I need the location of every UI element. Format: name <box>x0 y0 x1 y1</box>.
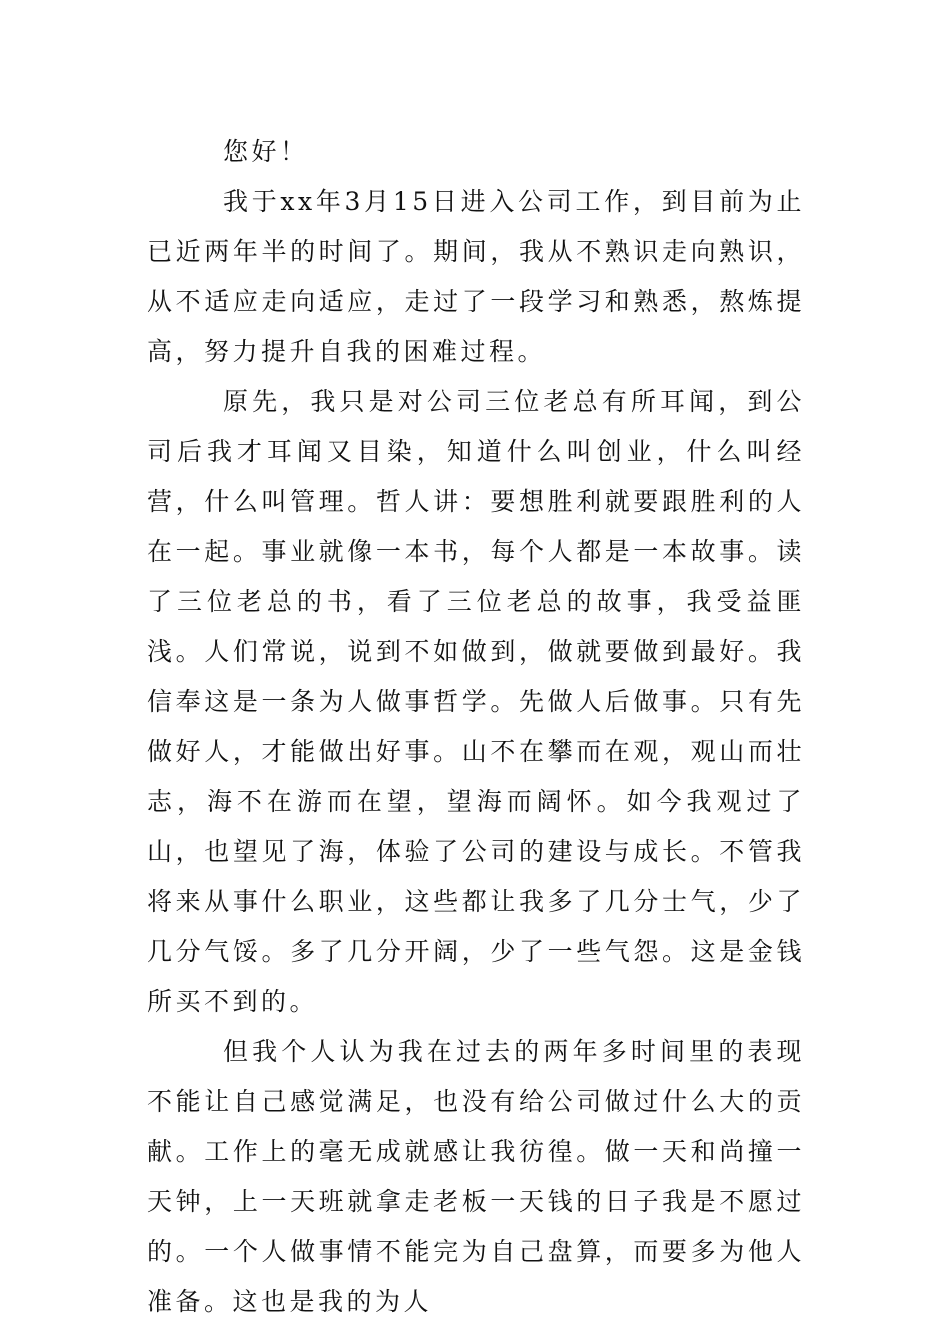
paragraph-2: 原先，我只是对公司三位老总有所耳闻，到公司后我才耳闻又目染，知道什么叫创业，什么叫经营，什么叫管理。哲人讲：要想胜利就要跟胜利的人在一起。事业就像一本书，每个人都是一本故事。读了三位老总的书，看了三位老总的故事，我受益匪浅。人们常说，说到不如做到，做就要做到最好。我信奉这是一条为人做事哲学。先做人后做事。只有先做好人，才能做出好事。山不在攀而在观，观山而壮志，海不在游而在望，望海而阔怀。如今我观过了山，也望见了海，体验了公司的建设与成长。不管我将来从事什么职业，这些都让我多了几分士气，少了几分气馁。多了几分开阔，少了一些气怨。这是金钱所买不到的。 <box>147 387 805 1016</box>
greeting: 您好！ <box>223 137 309 166</box>
paragraph-3: 但我个人认为我在过去的两年多时间里的表现不能让自己感觉满足，也没有给公司做过什么大的贡献。工作上的毫无成就感让我彷徨。做一天和尚撞一天钟，上一天班就拿走老板一天钱的日子我是不愿过的。一个人做事情不能完为自己盘算，而要多为他人准备。这也是我的为人 <box>147 1037 805 1316</box>
document-body <box>147 127 805 1327</box>
paragraph-1: 我于xx年3月15日进入公司工作，到目前为止已近两年半的时间了。期间，我从不熟识走向熟识，从不适应走向适应，走过了一段学习和熟悉，熬炼提高，努力提升自我的困难过程。 <box>147 187 805 366</box>
